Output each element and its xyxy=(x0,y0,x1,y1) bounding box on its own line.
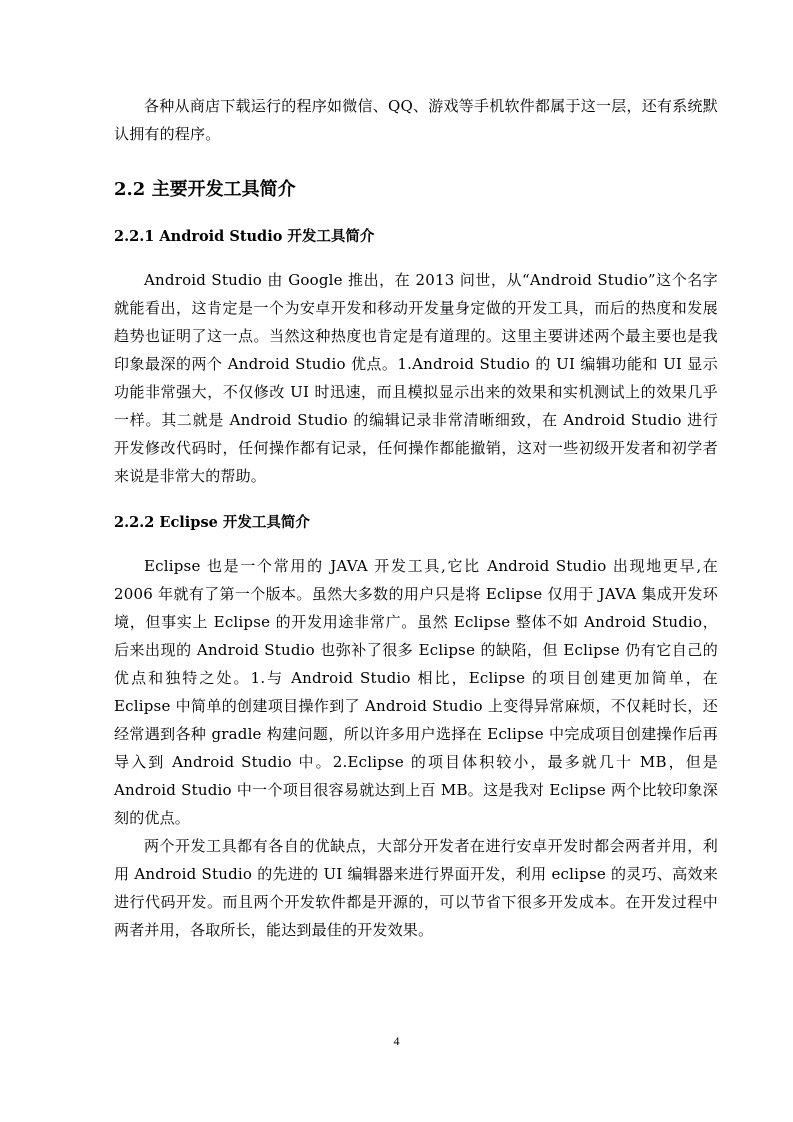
android-studio-paragraph: Android Studio 由 Google 推出，在 2013 问世，从“Android Studio”这个名字就能看出，这肯定是一个为安卓开发和移动开发量身定做的开发工具，而后的热度和发展趋势也证明了这一点。当然这种热度也肯定是有道理的。这里主要讲述两个最主要也是我印象最深的两个 Android Studio 优点。1.Android Studio 的 UI 编辑功能和 UI 显示功能非常强大，不仅修改 UI 时迅速，而且模拟显示出来的效果和实机测试上的效果几乎一样。其二就是 Android Studio 的编辑记录非常清晰细致，在 Android Studio 进行开发修改代码时，任何操作都有记录，任何操作都能撤销，这对一些初级开发者和初学者来说是非常大的帮助。 xyxy=(114,271,718,485)
subsection-heading-eclipse: 2.2.2 Eclipse 开发工具简介 xyxy=(114,514,310,531)
intro-paragraph: 各种从商店下载运行的程序如微信、QQ、游戏等手机软件都属于这一层，还有系统默认拥有的程序。 xyxy=(114,97,718,143)
page-number: 4 xyxy=(393,1034,400,1048)
section-heading: 2.2 主要开发工具简介 xyxy=(114,179,296,200)
comparison-paragraph: 两个开发工具都有各自的优缺点，大部分开发者在进行安卓开发时都会两者并用，利用 Android Studio 的先进的 UI 编辑器来进行界面开发，利用 eclipse 的灵巧、高效来进行代码开发。而且两个开发软件都是开源的，可以节省下很多开发成本。在开发过程中两者并用，各取所长，能达到最佳的开发效果。 xyxy=(114,837,718,939)
subsection-heading-android-studio: 2.2.1 Android Studio 开发工具简介 xyxy=(114,228,375,245)
page-content xyxy=(114,92,718,944)
eclipse-paragraph: Eclipse 也是一个常用的 JAVA 开发工具,它比 Android Studio 出现地更早,在 2006 年就有了第一个版本。虽然大多数的用户只是将 Eclipse 仅用于 JAVA 集成开发环境，但事实上 Eclipse 的开发用途非常广。虽然 Eclipse 整体不如 Android Studio，后来出现的 Android Studio 也弥补了很多 Eclipse 的缺陷，但 Eclipse 仍有它自己的优点和独特之处。1.与 Android Studio 相比，Eclipse 的项目创建更加简单，在 Eclipse 中简单的创建项目操作到了 Android Studio 上变得异常麻烦，不仅耗时长，还经常遇到各种 gradle 构建问题，所以许多用户选择在 Eclipse 中完成项目创建操作后再导入到 Android Studio 中。2.Eclipse 的项目体积较小，最多就几十 MB，但是 Android Studio 中一个项目很容易就达到上百 MB。这是我对 Eclipse 两个比较印象深刻的优点。 xyxy=(114,557,718,827)
